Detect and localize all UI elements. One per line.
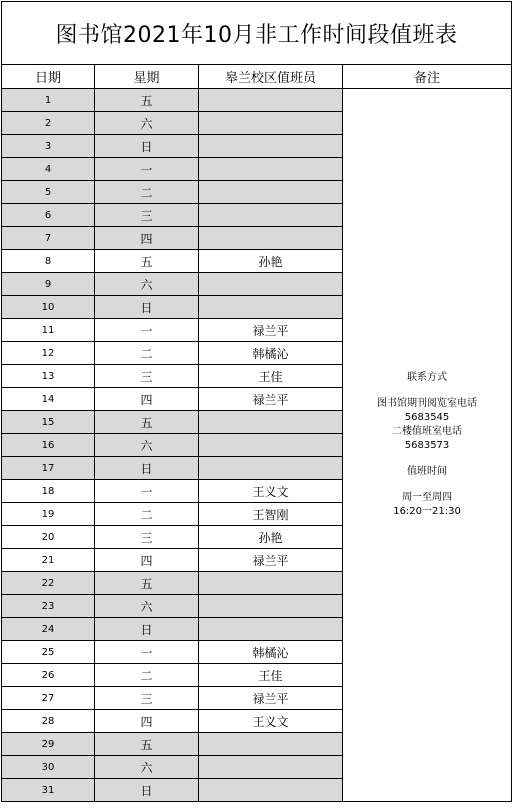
date-cell: 16: [2, 434, 95, 457]
date-cell: 5: [2, 181, 95, 204]
weekday-cell: 四: [95, 710, 199, 733]
notes-cell: [343, 89, 512, 802]
date-cell: 11: [2, 319, 95, 342]
weekday-cell: 五: [95, 733, 199, 756]
staff-cell: [199, 112, 343, 135]
reading-room-label: 图书馆期刊阅览室电话: [377, 398, 478, 409]
staff-cell: 王义文: [199, 710, 343, 733]
staff-cell: 韩橘沁: [199, 342, 343, 365]
staff-cell: [199, 756, 343, 779]
date-cell: 25: [2, 641, 95, 664]
date-cell: 10: [2, 296, 95, 319]
date-cell: 26: [2, 664, 95, 687]
date-cell: 9: [2, 273, 95, 296]
hours-days: 周一至周四: [402, 492, 453, 503]
staff-cell: [199, 572, 343, 595]
weekday-cell: 二: [95, 181, 199, 204]
weekday-cell: 日: [95, 779, 199, 802]
date-cell: 30: [2, 756, 95, 779]
table-row: [2, 89, 512, 112]
weekday-cell: 四: [95, 549, 199, 572]
staff-cell: 禄兰平: [199, 549, 343, 572]
date-cell: 18: [2, 480, 95, 503]
date-cell: 12: [2, 342, 95, 365]
duty-schedule-table: [1, 1, 512, 802]
weekday-cell: 二: [95, 503, 199, 526]
staff-cell: 韩橘沁: [199, 641, 343, 664]
hours-time: 16:20一21:30: [393, 506, 461, 517]
staff-cell: 禄兰平: [199, 388, 343, 411]
staff-cell: [199, 779, 343, 802]
staff-cell: [199, 181, 343, 204]
header-weekday: 星期: [95, 65, 199, 89]
date-cell: 1: [2, 89, 95, 112]
duty-schedule-sheet: [1, 1, 511, 807]
weekday-cell: 四: [95, 388, 199, 411]
notes-spacer: [343, 385, 511, 397]
staff-cell: [199, 227, 343, 250]
staff-cell: 王义文: [199, 480, 343, 503]
weekday-cell: 三: [95, 687, 199, 710]
weekday-cell: 一: [95, 641, 199, 664]
notes-spacer: [343, 453, 511, 465]
header-date: 日期: [2, 65, 95, 89]
duty-room-label: 二楼值班室电话: [392, 426, 463, 437]
date-cell: 3: [2, 135, 95, 158]
weekday-cell: 二: [95, 342, 199, 365]
staff-cell: [199, 618, 343, 641]
date-cell: 22: [2, 572, 95, 595]
date-cell: 28: [2, 710, 95, 733]
date-cell: 2: [2, 112, 95, 135]
date-cell: 20: [2, 526, 95, 549]
staff-cell: [199, 457, 343, 480]
staff-cell: [199, 595, 343, 618]
staff-cell: [199, 135, 343, 158]
weekday-cell: 日: [95, 135, 199, 158]
weekday-cell: 五: [95, 89, 199, 112]
staff-cell: 王佳: [199, 664, 343, 687]
weekday-cell: 五: [95, 572, 199, 595]
date-cell: 6: [2, 204, 95, 227]
hours-heading: 值班时间: [407, 466, 448, 477]
weekday-cell: 六: [95, 595, 199, 618]
weekday-cell: 六: [95, 434, 199, 457]
weekday-cell: 五: [95, 411, 199, 434]
staff-cell: 孙艳: [199, 250, 343, 273]
date-cell: 24: [2, 618, 95, 641]
weekday-cell: 一: [95, 319, 199, 342]
page-title: 图书馆2021年10月非工作时间段值班表: [2, 2, 512, 65]
weekday-cell: 六: [95, 756, 199, 779]
weekday-cell: 日: [95, 618, 199, 641]
weekday-cell: 二: [95, 664, 199, 687]
weekday-cell: 五: [95, 250, 199, 273]
weekday-cell: 六: [95, 112, 199, 135]
date-cell: 21: [2, 549, 95, 572]
header-notes: 备注: [343, 65, 512, 89]
staff-cell: 禄兰平: [199, 319, 343, 342]
title-row: [2, 2, 512, 65]
date-cell: 31: [2, 779, 95, 802]
header-row: [2, 65, 512, 89]
weekday-cell: 三: [95, 526, 199, 549]
duty-room-phone: 5683573: [404, 440, 450, 451]
weekday-cell: 三: [95, 365, 199, 388]
staff-cell: [199, 296, 343, 319]
contact-heading: 联系方式: [407, 372, 448, 383]
weekday-cell: 一: [95, 480, 199, 503]
staff-cell: 王智刚: [199, 503, 343, 526]
reading-room-phone: 5683545: [404, 412, 450, 423]
date-cell: 8: [2, 250, 95, 273]
date-cell: 27: [2, 687, 95, 710]
staff-cell: [199, 434, 343, 457]
date-cell: 19: [2, 503, 95, 526]
staff-cell: 孙艳: [199, 526, 343, 549]
weekday-cell: 日: [95, 296, 199, 319]
header-staff: 皋兰校区值班员: [199, 65, 343, 89]
date-cell: 13: [2, 365, 95, 388]
staff-cell: [199, 411, 343, 434]
date-cell: 29: [2, 733, 95, 756]
date-cell: 17: [2, 457, 95, 480]
date-cell: 4: [2, 158, 95, 181]
weekday-cell: 一: [95, 158, 199, 181]
weekday-cell: 三: [95, 204, 199, 227]
staff-cell: 王佳: [199, 365, 343, 388]
staff-cell: [199, 158, 343, 181]
date-cell: 23: [2, 595, 95, 618]
weekday-cell: 日: [95, 457, 199, 480]
weekday-cell: 四: [95, 227, 199, 250]
date-cell: 7: [2, 227, 95, 250]
staff-cell: [199, 733, 343, 756]
staff-cell: 禄兰平: [199, 687, 343, 710]
weekday-cell: 六: [95, 273, 199, 296]
staff-cell: [199, 273, 343, 296]
notes-spacer: [343, 479, 511, 491]
date-cell: 15: [2, 411, 95, 434]
date-cell: 14: [2, 388, 95, 411]
staff-cell: [199, 204, 343, 227]
staff-cell: [199, 89, 343, 112]
